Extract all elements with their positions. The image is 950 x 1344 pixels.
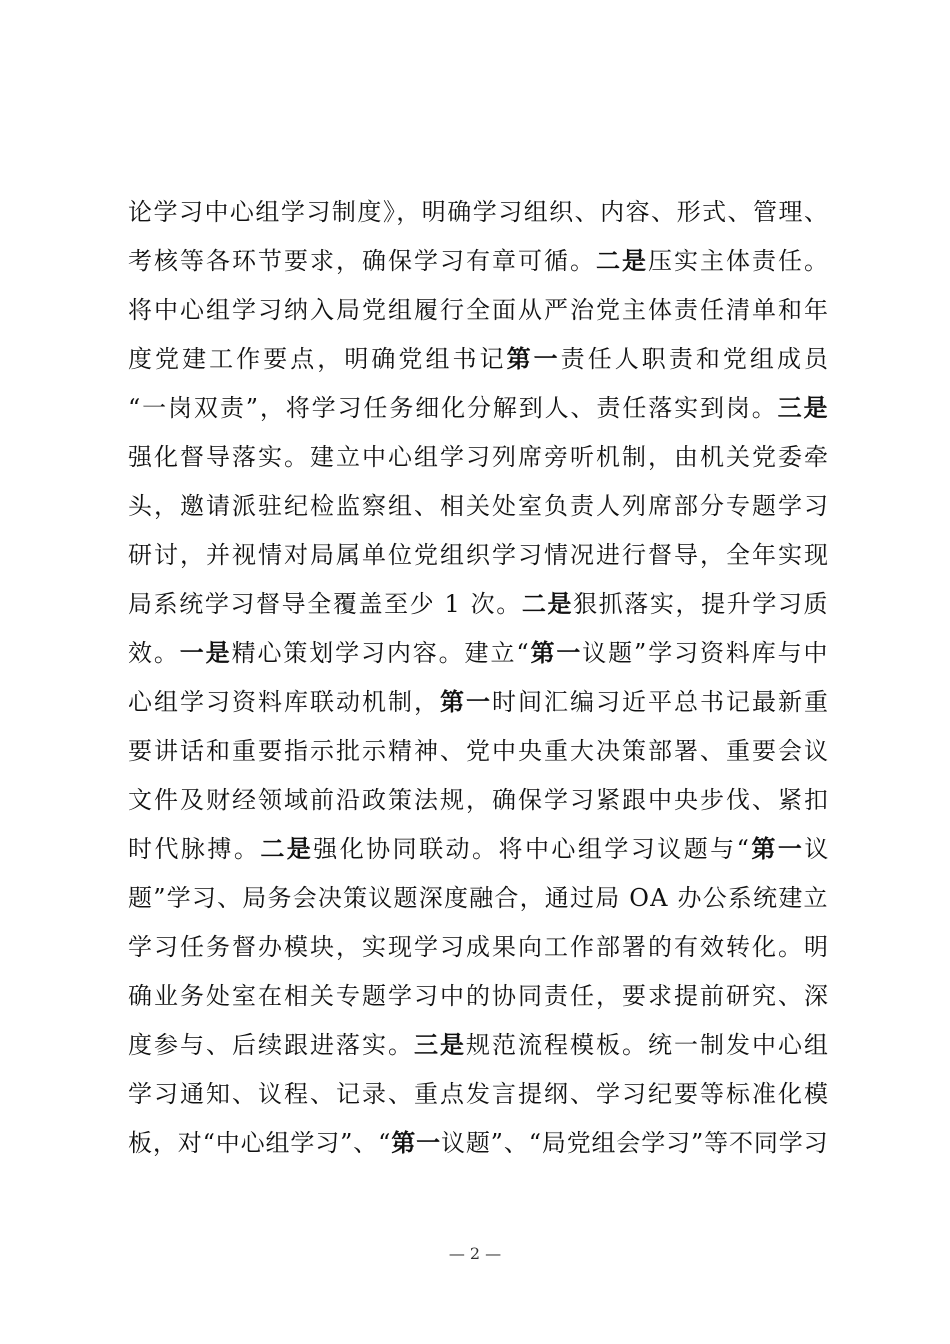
text-segment: 议 xyxy=(804,835,831,863)
text-segment: 责任人职责和党组成员 xyxy=(560,345,832,373)
bold-text-segment: 三是 xyxy=(414,1031,466,1059)
text-line xyxy=(128,825,831,874)
text-segment: 要讲话和重要指示批示精神、党中央重大决策部署、重要会议 xyxy=(128,737,830,765)
text-line xyxy=(128,923,828,972)
text-line xyxy=(128,1070,828,1119)
bold-text-segment: 二是 xyxy=(521,590,574,618)
text-segment: 规范流程模板。统一制发中心组 xyxy=(466,1031,830,1059)
page-number: — 2 — xyxy=(448,1244,502,1263)
text-segment: 强化督导落实。建立中心组学习列席旁听机制，由机关党委牵 xyxy=(128,443,830,471)
bold-text-segment: 第一 xyxy=(530,639,583,667)
text-segment: 度参与、后续跟进落实。 xyxy=(128,1031,414,1059)
text-line xyxy=(128,1021,828,1070)
text-segment: 强化协同联动。将中心组学习议题与“ xyxy=(313,835,752,863)
text-segment: 学习通知、议程、记录、重点发言提纲、学习纪要等标准化模 xyxy=(128,1080,830,1108)
text-segment: 题”学习、局务会决策议题深度融合，通过局 OA 办公系统建立 xyxy=(128,884,829,912)
text-line xyxy=(128,972,828,1021)
text-segment: 文件及财经领域前沿政策法规，确保学习紧跟中央步伐、紧扣 xyxy=(128,786,830,814)
text-segment: 议题”、“局党组会学习”等不同学习 xyxy=(440,1129,829,1157)
bold-text-segment: 第一 xyxy=(751,835,805,863)
bold-text-segment: 二是 xyxy=(596,247,648,275)
text-line xyxy=(128,727,828,776)
text-segment: 时代脉搏。 xyxy=(128,835,261,863)
text-segment: 板，对“中心组学习”、“ xyxy=(128,1129,392,1157)
bold-text-segment: 第一 xyxy=(391,1129,441,1157)
text-segment: 研讨，并视情对局属单位党组织学习情况进行督导，全年实现 xyxy=(128,541,830,569)
text-line xyxy=(128,384,828,433)
bold-text-segment: 第一 xyxy=(506,345,561,373)
text-line xyxy=(128,874,828,923)
document-body xyxy=(128,188,832,1168)
text-line xyxy=(128,237,828,286)
bold-text-segment: 三是 xyxy=(777,394,830,422)
text-line xyxy=(128,531,828,580)
text-segment: 确业务处室在相关专题学习中的协同责任，要求提前研究、深 xyxy=(128,982,830,1010)
text-line xyxy=(128,286,828,335)
text-segment: “一岗双责”，将学习任务细化分解到人、责任落实到岗。 xyxy=(128,394,778,422)
bold-text-segment: 二是 xyxy=(260,835,314,863)
bold-text-segment: 第一 xyxy=(440,688,492,716)
text-segment: 狠抓落实，提升学习质 xyxy=(573,590,830,618)
text-segment: 精心策划学习内容。建立“ xyxy=(231,639,531,667)
text-segment: 学习任务督办模块，实现学习成果向工作部署的有效转化。明 xyxy=(128,933,830,961)
text-line xyxy=(128,1119,828,1168)
text-segment: 将中心组学习纳入局党组履行全面从严治党主体责任清单和年 xyxy=(128,296,830,324)
text-segment: 时间汇编习近平总书记最新重 xyxy=(492,688,830,716)
text-line xyxy=(128,335,832,384)
text-segment: 考核等各环节要求，确保学习有章可循。 xyxy=(128,247,596,275)
text-segment: 局系统学习督导全覆盖至少 1 次。 xyxy=(128,590,522,618)
text-segment: 效。 xyxy=(128,639,180,667)
text-segment: 论学习中心组学习制度》，明确学习组织、内容、形式、管理、 xyxy=(128,198,830,226)
text-line xyxy=(128,580,828,629)
text-segment: 议题”学习资料库与中 xyxy=(582,639,830,667)
bold-text-segment: 一是 xyxy=(179,639,232,667)
text-line xyxy=(128,188,828,237)
text-line xyxy=(128,776,828,825)
text-line xyxy=(128,678,828,727)
text-line xyxy=(128,433,828,482)
text-segment: 压实主体责任。 xyxy=(648,247,830,275)
text-segment: 度党建工作要点，明确党组书记 xyxy=(128,345,507,373)
text-line xyxy=(128,629,828,678)
text-segment: 头，邀请派驻纪检监察组、相关处室负责人列席部分专题学习 xyxy=(128,492,830,520)
text-line xyxy=(128,482,828,531)
text-segment: 心组学习资料库联动机制， xyxy=(128,688,440,716)
